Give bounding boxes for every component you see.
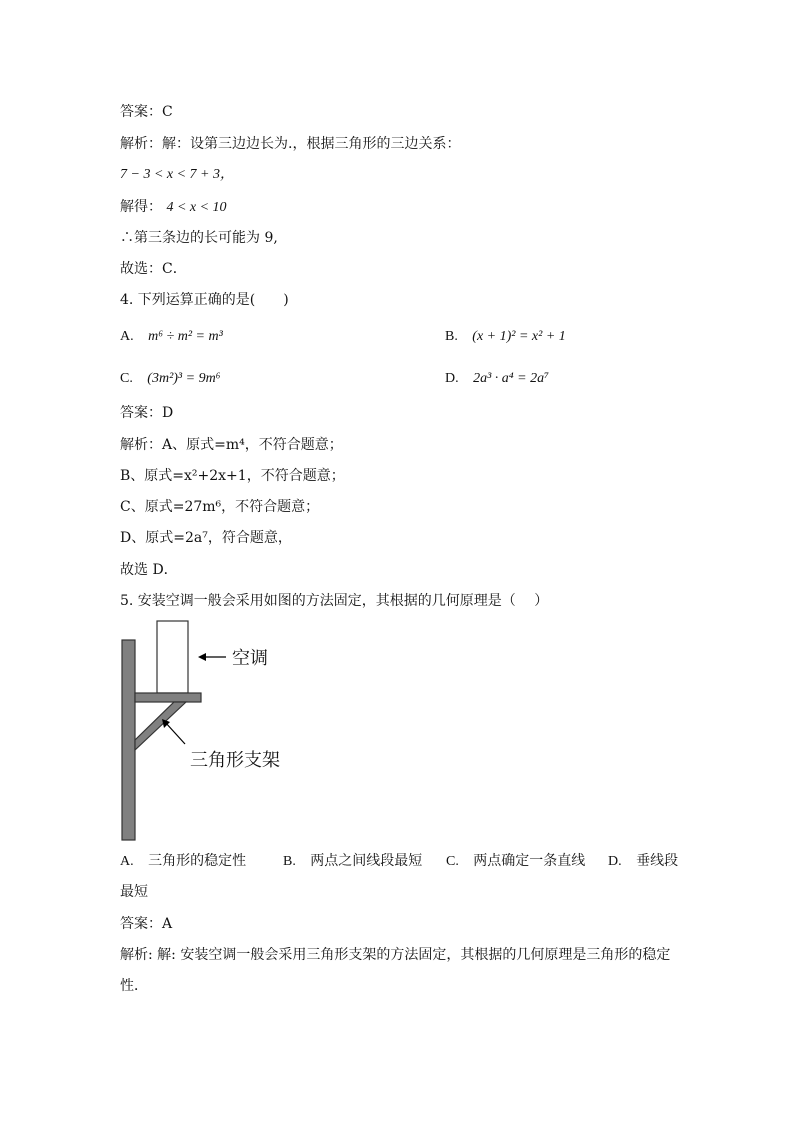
q5-explain-line-1: 解析: 解: 安装空调一般会采用三角形支架的方法固定，其根据的几何原理是三角形的稳定 — [120, 947, 671, 963]
q3-solve-line — [120, 197, 227, 218]
q4-choose: 故选 D． — [120, 562, 178, 578]
q5-option-b-label: B. — [283, 854, 296, 869]
q4-answer: 答案：D — [120, 405, 174, 421]
diagonal-brace — [135, 702, 186, 750]
q5-title: 5. 安装空调一般会采用如图的方法固定，其根据的几何原理是（ ） — [120, 593, 549, 609]
q4-option-b-expr: (x + 1)² = x² + 1 — [472, 329, 566, 344]
arrow-to-ac-head — [198, 653, 206, 661]
q5-option-b-text: 两点之间线段最短 — [310, 853, 423, 869]
q5-answer: 答案：A — [120, 916, 173, 932]
q4-option-d-expr: 2a³ · a⁴ = 2a⁷ — [473, 371, 549, 386]
q5-option-a-text: 三角形的稳定性 — [148, 853, 247, 869]
q4-option-c-expr: (3m²)³ = 9m⁶ — [147, 371, 221, 386]
q3-solve-label: 解得： — [120, 199, 162, 215]
q5-option-b — [283, 851, 422, 872]
q5-option-c-label: C. — [446, 854, 459, 869]
q3-conclusion: ∴第三条边的长可能为 9, — [120, 230, 278, 246]
wall-rect — [122, 640, 135, 840]
arrow-to-bracket — [165, 722, 185, 744]
q4-option-c-label: C. — [120, 371, 133, 386]
q5-option-d-label: D. — [608, 854, 622, 869]
q5-option-d-wrap: 最短 — [120, 884, 148, 900]
q5-option-a-label: A. — [120, 854, 134, 869]
q4-option-d-label: D. — [445, 371, 459, 386]
q4-option-a — [120, 326, 223, 347]
q4-option-d — [445, 368, 549, 389]
q3-answer: 答案：C — [120, 104, 173, 120]
shelf-rect — [135, 693, 201, 702]
q5-option-c-text: 两点确定一条直线 — [473, 853, 586, 869]
q4-title: 4. 下列运算正确的是( ) — [120, 292, 289, 308]
q3-inequality-2: 4 < x < 10 — [166, 200, 227, 215]
q5-option-d-text: 垂线段 — [636, 853, 679, 869]
q3-choose: 故选：C． — [120, 261, 187, 277]
q5-option-a — [120, 851, 246, 872]
q4-explain-line-d: D、原式=2a⁷，符合题意， — [120, 530, 292, 546]
q5-option-c — [446, 851, 585, 872]
q4-explain-line-b: B、原式=x²+2x+1，不符合题意； — [120, 468, 345, 484]
label-bracket: 三角形支架 — [190, 750, 280, 771]
q5-explain-line-2: 性． — [120, 978, 148, 994]
q4-option-b-label: B. — [445, 329, 458, 344]
q4-explain-line-a: 解析：A、原式=m⁴，不符合题意； — [120, 437, 343, 453]
q5-option-d — [608, 851, 678, 872]
q3-explanation: 解析：解：设第三边边长为.，根据三角形的三边关系： — [120, 136, 461, 152]
q4-option-c — [120, 368, 221, 389]
q5-figure — [118, 618, 298, 842]
label-air-conditioner: 空调 — [232, 648, 268, 669]
q4-option-a-expr: m⁶ ÷ m² = m³ — [148, 329, 223, 344]
air-conditioner-box — [157, 621, 188, 693]
q4-explain-line-c: C、原式=27m⁶，不符合题意； — [120, 499, 320, 515]
q3-inequality-1: 7 − 3 < x < 7 + 3， — [120, 167, 235, 182]
q4-option-a-label: A. — [120, 329, 134, 344]
q4-option-b — [445, 326, 566, 347]
